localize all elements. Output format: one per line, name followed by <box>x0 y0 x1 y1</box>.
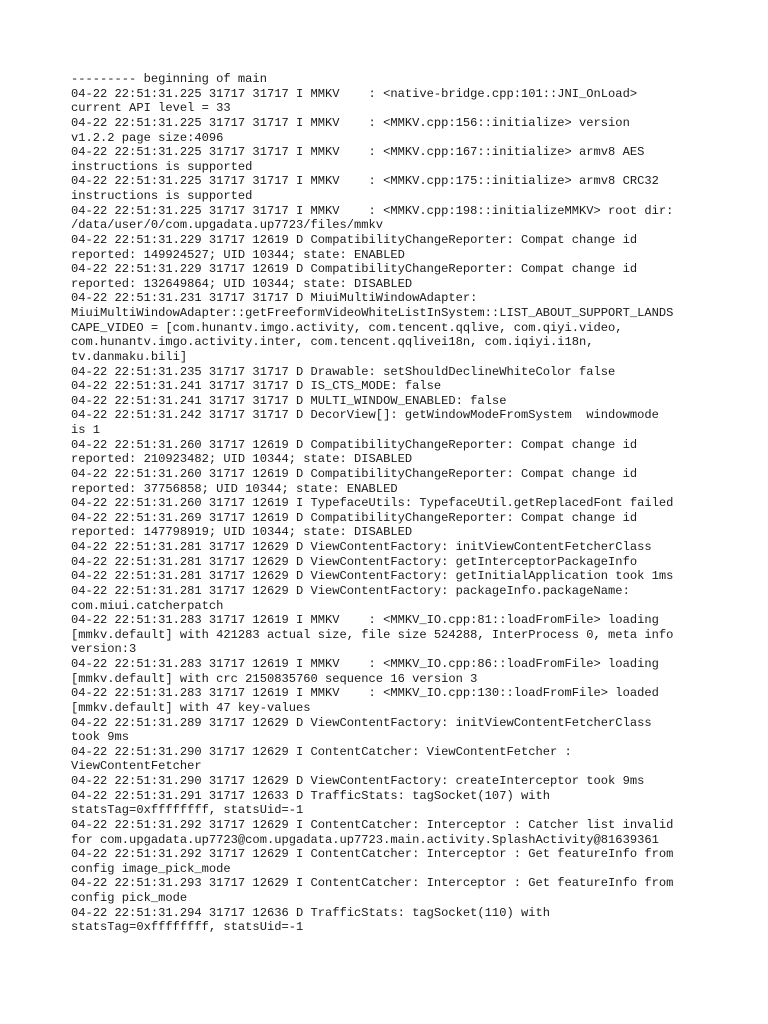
log-line: 04-22 22:51:31.289 31717 12629 D ViewContentFactory: initViewContentFetcherClass <box>71 715 652 730</box>
document-page <box>71 72 711 935</box>
log-line: instructions is supported <box>71 159 253 174</box>
log-line: 04-22 22:51:31.281 31717 12629 D ViewContentFactory: getInterceptorPackageInfo <box>71 554 638 569</box>
log-line: reported: 149924527; UID 10344; state: ENABLED <box>71 247 405 262</box>
log-line: [mmkv.default] with 47 key-values <box>71 700 311 715</box>
log-line: ViewContentFetcher <box>71 759 202 774</box>
log-line: reported: 210923482; UID 10344; state: DISABLED <box>71 452 413 467</box>
log-line: 04-22 22:51:31.229 31717 12619 D CompatibilityChangeReporter: Compat change id <box>71 262 638 277</box>
log-line: tv.danmaku.bili] <box>71 349 188 364</box>
log-line: 04-22 22:51:31.225 31717 31717 I MMKV : <MMKV.cpp:167::initialize> armv8 AES <box>71 145 645 160</box>
log-line: com.miui.catcherpatch <box>71 598 224 613</box>
log-line: current API level = 33 <box>71 101 231 116</box>
log-line: 04-22 22:51:31.283 31717 12619 I MMKV : <MMKV_IO.cpp:86::loadFromFile> loading <box>71 657 659 671</box>
log-line: 04-22 22:51:31.290 31717 12629 D ViewContentFactory: createInterceptor took 9ms <box>71 774 645 788</box>
log-line: 04-22 22:51:31.260 31717 12619 D CompatibilityChangeReporter: Compat change id <box>71 437 638 452</box>
log-line: 04-22 22:51:31.291 31717 12633 D TrafficStats: tagSocket(107) with <box>71 788 550 803</box>
log-line: config pick_mode <box>71 891 188 905</box>
log-line: 04-22 22:51:31.290 31717 12629 I ContentCatcher: ViewContentFetcher : <box>71 744 572 759</box>
log-line: 04-22 22:51:31.235 31717 31717 D Drawable: setShouldDeclineWhiteColor false <box>71 364 616 379</box>
log-line: 04-22 22:51:31.283 31717 12619 I MMKV : <MMKV_IO.cpp:81::loadFromFile> loading <box>71 613 659 628</box>
log-line: 04-22 22:51:31.294 31717 12636 D TrafficStats: tagSocket(110) with <box>71 905 550 920</box>
log-line: 04-22 22:51:31.241 31717 31717 D MULTI_WINDOW_ENABLED: false <box>71 393 507 408</box>
log-line: --------- beginning of main <box>71 72 267 86</box>
log-line: version:3 <box>71 642 137 657</box>
log-line: statsTag=0xffffffff, statsUid=-1 <box>71 920 304 935</box>
log-line: 04-22 22:51:31.281 31717 12629 D ViewContentFactory: initViewContentFetcherClass <box>71 540 652 554</box>
log-line: 04-22 22:51:31.225 31717 31717 I MMKV : <MMKV.cpp:156::initialize> version <box>71 115 630 130</box>
log-line: 04-22 22:51:31.269 31717 12619 D CompatibilityChangeReporter: Compat change id <box>71 510 638 525</box>
log-line: com.hunantv.imgo.activity.inter, com.tencent.qqlivei18n, com.iqiyi.i18n, <box>71 335 594 350</box>
log-line: for com.upgadata.up7723@com.upgadata.up7723.main.activity.SplashActivity@81639361 <box>71 832 659 847</box>
log-line: 04-22 22:51:31.260 31717 12619 D CompatibilityChangeReporter: Compat change id <box>71 466 638 481</box>
log-line: CAPE_VIDEO = [com.hunantv.imgo.activity, com.tencent.qqlive, com.qiyi.video, <box>71 320 623 335</box>
log-line: 04-22 22:51:31.293 31717 12629 I ContentCatcher: Interceptor : Get featureInfo from <box>71 876 674 891</box>
log-line: is 1 <box>71 423 101 437</box>
log-line: took 9ms <box>71 730 130 745</box>
log-line: statsTag=0xffffffff, statsUid=-1 <box>71 803 304 818</box>
log-line: reported: 147798919; UID 10344; state: DISABLED <box>71 525 413 540</box>
log-line: 04-22 22:51:31.281 31717 12629 D ViewContentFactory: getInitialApplication took 1ms <box>71 569 674 584</box>
log-line: 04-22 22:51:31.225 31717 31717 I MMKV : <MMKV.cpp:175::initialize> armv8 CRC32 <box>71 174 659 189</box>
log-output <box>71 72 711 935</box>
log-line: reported: 37756858; UID 10344; state: ENABLED <box>71 481 398 496</box>
log-line: 04-22 22:51:31.292 31717 12629 I ContentCatcher: Interceptor : Catcher list invalid <box>71 817 674 832</box>
log-line: instructions is supported <box>71 189 253 203</box>
log-line: 04-22 22:51:31.225 31717 31717 I MMKV : <MMKV.cpp:198::initializeMMKV> root dir: <box>71 203 674 218</box>
log-line: 04-22 22:51:31.281 31717 12629 D ViewContentFactory: packageInfo.packageName: <box>71 583 630 598</box>
log-line: config image_pick_mode <box>71 861 231 876</box>
log-line: v1.2.2 page size:4096 <box>71 130 224 145</box>
log-line: 04-22 22:51:31.231 31717 31717 D MiuiMultiWindowAdapter: <box>71 291 478 306</box>
log-line: [mmkv.default] with crc 2150835760 sequence 16 version 3 <box>71 671 478 686</box>
log-line: MiuiMultiWindowAdapter::getFreeformVideoWhiteListInSystem::LIST_ABOUT_SUPPORT_LANDS <box>71 306 674 320</box>
log-line: [mmkv.default] with 421283 actual size, file size 524288, InterProcess 0, meta info <box>71 627 674 642</box>
log-line: /data/user/0/com.upgadata.up7723/files/mmkv <box>71 218 384 233</box>
log-line: 04-22 22:51:31.242 31717 31717 D DecorView[]: getWindowModeFromSystem windowmode <box>71 408 659 423</box>
log-line: 04-22 22:51:31.241 31717 31717 D IS_CTS_MODE: false <box>71 379 442 394</box>
log-line: 04-22 22:51:31.225 31717 31717 I MMKV : <native-bridge.cpp:101::JNI_OnLoad> <box>71 86 638 101</box>
log-line: reported: 132649864; UID 10344; state: DISABLED <box>71 276 413 291</box>
log-line: 04-22 22:51:31.229 31717 12619 D CompatibilityChangeReporter: Compat change id <box>71 232 638 247</box>
log-line: 04-22 22:51:31.283 31717 12619 I MMKV : <MMKV_IO.cpp:130::loadFromFile> loaded <box>71 686 659 701</box>
log-line: 04-22 22:51:31.260 31717 12619 I TypefaceUtils: TypefaceUtil.getReplacedFont failed <box>71 496 674 511</box>
log-line: 04-22 22:51:31.292 31717 12629 I ContentCatcher: Interceptor : Get featureInfo from <box>71 847 674 862</box>
